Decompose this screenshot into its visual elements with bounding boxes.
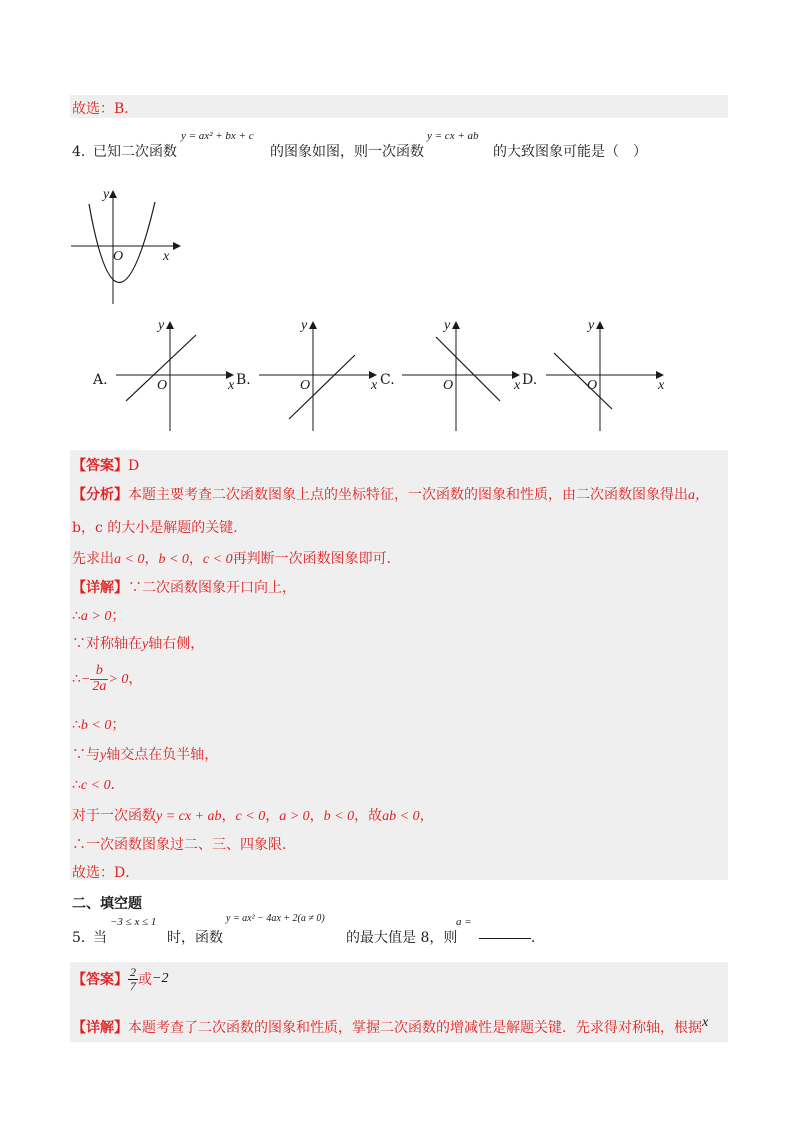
parabola-curve — [89, 202, 155, 283]
q5-answer-label: 【答案】 — [72, 972, 128, 989]
q4-detail-1: ∵二次函数图象开口向上， — [128, 580, 296, 596]
q4-detail-6-post: 轴交点在负半轴， — [106, 747, 219, 763]
q4-detail-8-ab: ab < 0 — [382, 809, 420, 824]
option-a-y-arrow — [166, 321, 174, 329]
question-5-func-pre: 时，函数 — [167, 930, 223, 946]
q4-detail-line9: ∴一次函数图象过二、三、四象限． — [72, 837, 296, 853]
question-5-number: 5． — [72, 930, 95, 946]
question-5-end: ． — [531, 930, 545, 946]
q4-first-prefix: 先求出 — [72, 551, 114, 567]
parabola-y-label: y — [103, 187, 110, 202]
q4-detail-8-a: a > 0 — [279, 809, 310, 824]
q4-analysis-label: 【分析】 — [72, 487, 128, 503]
q5-answer-fraction — [128, 966, 138, 992]
option-d-graph — [542, 315, 682, 435]
option-d-y-arrow — [596, 321, 604, 329]
q4-detail-2-math: a > 0 — [80, 609, 112, 624]
q4-detail-line5 — [72, 714, 125, 734]
parabola-x-arrow — [173, 242, 181, 250]
q4-detail-line10: 故选：D． — [72, 865, 140, 881]
q4-detail-8-mid: 故 — [368, 808, 383, 824]
q5-answer-or: 或 — [138, 972, 152, 989]
option-c-label: C. — [380, 372, 395, 388]
q4-detail-7-sep: ． — [110, 777, 125, 793]
parabola-x-label: x — [163, 249, 170, 264]
option-c-origin: O — [443, 378, 454, 393]
q4-analysis-line — [72, 484, 709, 504]
therefore-symbol: ∴ — [72, 671, 81, 688]
q4-detail-4-den: 2a — [92, 678, 107, 694]
option-b-y-label: y — [301, 318, 308, 333]
q4-detail-8-sep3: ， — [309, 808, 324, 824]
option-a-y-label: y — [158, 318, 165, 333]
option-a-label: A. — [93, 372, 108, 388]
q4-detail-2-sep: ； — [111, 608, 126, 624]
q5-answer-line — [72, 966, 168, 992]
q5-answer-num: 2 — [130, 965, 136, 979]
option-c-graph — [398, 315, 538, 435]
q4-detail-8-sep4: ， — [354, 808, 369, 824]
option-c-y-label: y — [444, 318, 451, 333]
q4-detail-4-minus: − — [80, 672, 91, 688]
q4-detail-4-num: b — [90, 664, 108, 680]
question-5-func-post: 的最大值是 8，则 — [346, 930, 458, 946]
q4-detail-5-math: b < 0 — [80, 718, 112, 733]
option-a-x-label: x — [228, 378, 235, 393]
answer-panel-q3 — [70, 95, 728, 118]
q4-detail-7-math: c < 0 — [80, 778, 111, 793]
option-b-y-arrow — [309, 321, 317, 329]
q4-detail-4-fraction — [90, 664, 108, 694]
q4-analysis-line2: b，c 的大小是解题的关键． — [72, 520, 248, 536]
q4-detail-line4 — [72, 664, 142, 694]
q4-detail-3-pre: ∵对称轴在 — [72, 636, 142, 652]
question-5-blank — [479, 926, 531, 943]
q4-detail-8-sep5: ， — [419, 808, 434, 824]
q4-detail-line7 — [72, 774, 125, 794]
option-b-label: B. — [236, 372, 251, 388]
option-b-graph — [255, 315, 395, 435]
q5-detail-line — [72, 1017, 708, 1037]
q4-detail-8-sep2: ， — [265, 808, 280, 824]
q4-first-suffix: 再判断一次函数图象即可． — [232, 551, 401, 567]
option-b-origin: O — [300, 378, 311, 393]
question-4-number: 4． — [72, 144, 95, 160]
q4-detail-5-sep: ； — [111, 717, 126, 733]
q4-detail-4-sep: ， — [128, 671, 143, 688]
option-d-line — [554, 353, 612, 409]
q4-detail-3-post: 轴右侧， — [148, 636, 205, 652]
q4-answer-value: D — [128, 458, 140, 474]
question-5-when: 当 — [93, 930, 107, 946]
q4-detail-6-var: y — [100, 748, 107, 763]
option-a-origin: O — [157, 378, 168, 393]
q4-first-a: a < 0 — [114, 552, 145, 567]
option-b-x-label: x — [371, 378, 378, 393]
question-4-suffix: 的大致图象可能是（ ） — [493, 144, 647, 160]
q4-detail-4-rel: > 0 — [108, 672, 129, 688]
q4-detail-line1 — [72, 577, 296, 597]
q4-first-b: b < 0 — [158, 552, 189, 567]
question-4-mid: 的图象如图，则一次函数 — [270, 144, 424, 160]
q5-answer-den: 7 — [130, 978, 136, 993]
q4-first-line — [72, 548, 401, 568]
q4-first-sep1: ， — [144, 551, 159, 567]
option-b-line — [289, 355, 355, 419]
q4-detail-8-c: c < 0 — [235, 809, 266, 824]
option-d-origin: O — [587, 378, 598, 393]
question-5-formula: y = ax² − 4ax + 2(a ≠ 0) — [226, 913, 325, 924]
option-c-x-label: x — [514, 378, 521, 393]
parabola-figure — [65, 180, 185, 310]
question-5-range: −3 ≤ x ≤ 1 — [110, 916, 157, 928]
q4-detail-label: 【详解】 — [72, 580, 128, 596]
q4-answer-line — [72, 455, 139, 475]
therefore-symbol: ∴ — [72, 608, 81, 624]
question-5-a-eq: a = — [456, 916, 472, 928]
q4-detail-8-pre: 对于一次函数 — [72, 808, 156, 824]
q5-detail-label: 【详解】 — [72, 1020, 128, 1036]
q4-detail-3-var: y — [142, 637, 149, 652]
q4-detail-line3 — [72, 633, 204, 653]
q4-detail-line2 — [72, 605, 125, 625]
q5-detail-text: 本题考查了二次函数的图象和性质，掌握二次函数的增减性是解题关键．先求得对称轴，根据 — [128, 1020, 702, 1036]
q4-analysis-a: a， — [688, 488, 709, 503]
q4-analysis-text: 本题主要考查二次函数图象上点的坐标特征，一次函数的图象和性质，由二次函数图象得出 — [128, 487, 688, 503]
option-c-y-arrow — [452, 321, 460, 329]
previous-answer: 故选：B． — [72, 101, 139, 117]
q4-detail-8-sep1: ， — [221, 808, 236, 824]
question-4-prefix: 已知二次函数 — [93, 144, 177, 160]
linear-formula: y = cx + ab — [427, 130, 479, 142]
q4-detail-8-b: b < 0 — [323, 809, 355, 824]
q4-detail-8-math: y = cx + ab — [156, 809, 222, 824]
parabola-y-arrow — [109, 190, 117, 198]
section-heading-fill-in: 二、填空题 — [72, 896, 142, 912]
option-a-graph — [112, 315, 252, 435]
therefore-symbol: ∴ — [72, 717, 81, 733]
q4-detail-line8 — [72, 805, 434, 825]
parabola-origin-label: O — [113, 249, 124, 264]
option-d-x-label: x — [658, 378, 665, 393]
q5-answer-alt: −2 — [152, 971, 169, 987]
q4-first-sep2: ， — [188, 551, 203, 567]
q5-detail-var: x — [702, 1015, 709, 1030]
q4-detail-6-pre: ∵与 — [72, 747, 100, 763]
option-d-y-label: y — [588, 318, 595, 333]
quadratic-formula: y = ax² + bx + c — [181, 130, 254, 142]
q4-detail-line6 — [72, 744, 218, 764]
option-d-label: D. — [522, 372, 538, 388]
q4-first-c: c < 0 — [202, 552, 233, 567]
therefore-symbol: ∴ — [72, 777, 81, 793]
q4-answer-label: 【答案】 — [72, 458, 128, 474]
